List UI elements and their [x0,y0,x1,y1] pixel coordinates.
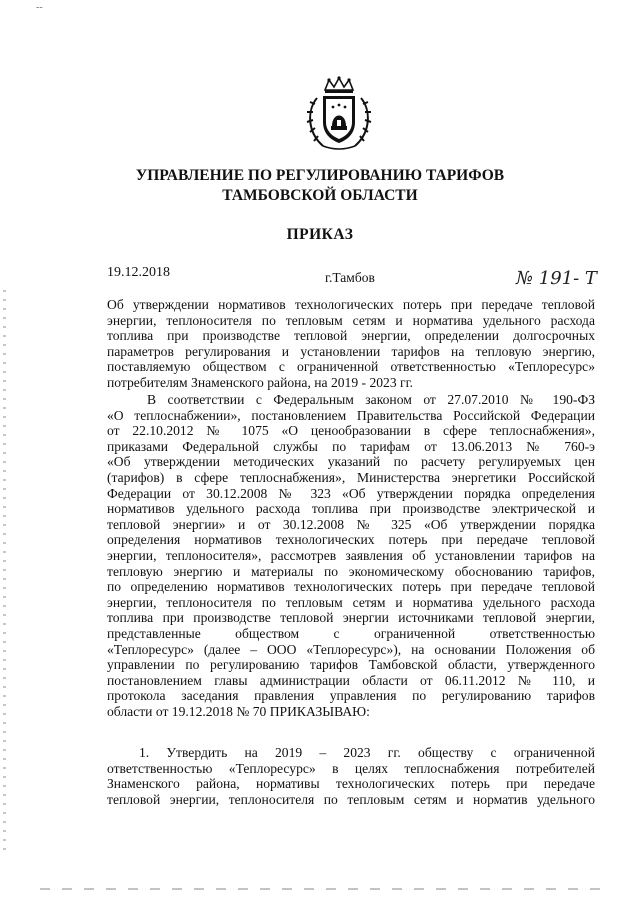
preamble-line: по определению нормативов технологических потерь при передаче тепловой [107,579,595,595]
preamble-line: (тарифов) в сфере теплоснабжения», Министерства энергетики Российской [107,469,595,485]
preamble-line: Федерации от 30.12.2008 № 323 «Об утверждении порядка определения [107,485,595,501]
preamble-line: области от 19.12.2018 № 70 ПРИКАЗЫВАЮ: [107,703,370,719]
subject-line: поставляемую обществом с ограниченной ответственностью «Теплоресурс» [107,359,595,375]
preamble-line: тепловой энергии» и от 30.12.2008 № 325 «Об утверждении порядка [107,516,595,532]
order-city: г.Тамбов [325,270,375,285]
preamble-line: от 22.10.2012 № 1075 «О ценообразовании в сфере теплоснабжения», [107,423,595,439]
subject-line: Об утверждении нормативов технологических потерь при передаче тепловой [107,297,595,312]
order-date: 19.12.2018 [107,265,170,280]
preamble-line: энергии, теплоносителя по тепловым сетям и норматива удельного расхода [107,594,595,610]
preamble-line: управлении по регулированию тарифов Тамбовской области, утвержденного [107,657,595,673]
authority-name-line1: УПРАВЛЕНИЕ ПО РЕГУЛИРОВАНИЮ ТАРИФОВ [135,167,505,184]
preamble-line: протокола заседания правления управления по регулированию тарифов [107,688,595,704]
clause-line: 1. Утвердить на 2019 – 2023 гг. обществу с ограниченной [139,745,595,760]
scan-edge-artifact [3,290,6,850]
document-type: ПРИКАЗ [286,226,354,243]
subject-line: топлива при производстве тепловой энергии, определении долгосрочных [107,328,595,344]
preamble-line: приказами Федеральной службы по тарифам от 13.06.2013 № 760-э [107,438,595,454]
preamble-line: тепловую энергию и материалы по экономическому обоснованию тарифов, [107,563,595,579]
preamble-line: «О теплоснабжении», постановлением Правительства Российской Федерации [107,407,595,423]
authority-name-line2: ТАМБОВСКОЙ ОБЛАСТИ [222,187,418,204]
preamble-line: постановлением главы администрации области от 06.11.2012 № 110, и [107,672,595,688]
clause-line: тепловой энергии, теплоносителя по тепловым сетям и норматив удельного [107,791,595,807]
preamble-line: топлива при производстве тепловой энергии источниками тепловой энергии, [107,610,595,626]
preamble-line: «Теплоресурс» (далее – ООО «Теплоресурс»), на основании Положения об [107,641,595,657]
subject-line: энергии, теплоносителя по тепловым сетям и норматива удельного расхода [107,312,595,328]
order-subject [107,297,595,391]
preamble-line: «Об утверждении методических указаний по расчету регулируемых цен [107,454,595,470]
order-number: № 191- Т [516,268,597,289]
preamble-line: энергии, теплоносителя», рассмотрев заявления об установлении тарифов на [107,547,595,563]
preamble-line: В соответствии с Федеральным законом от 27.07.2010 № 190-ФЗ [147,392,595,407]
preamble-line: представленные обществом с ограниченной ответственностью [107,625,595,641]
scan-bottom-artifact [40,888,600,890]
clause-line: Знаменского района, нормативы технологических потерь при передаче [107,776,595,792]
subject-line: параметров регулирования и установлении тарифов на тепловую энергию, [107,343,595,359]
preamble-paragraph [107,392,595,719]
coat-of-arms-icon [303,76,375,154]
scan-mark: -- [36,2,43,13]
subject-line: потребителям Знаменского района, на 2019 - 2023 гг. [107,374,414,390]
preamble-line: определения нормативов технологических потерь при передаче тепловой [107,532,595,548]
clause-1 [107,745,595,807]
preamble-line: нормативов удельного расхода топлива при производстве электрической и [107,501,595,517]
clause-line: ответственностью «Теплоресурс» в целях теплоснабжения потребителей [107,760,595,776]
